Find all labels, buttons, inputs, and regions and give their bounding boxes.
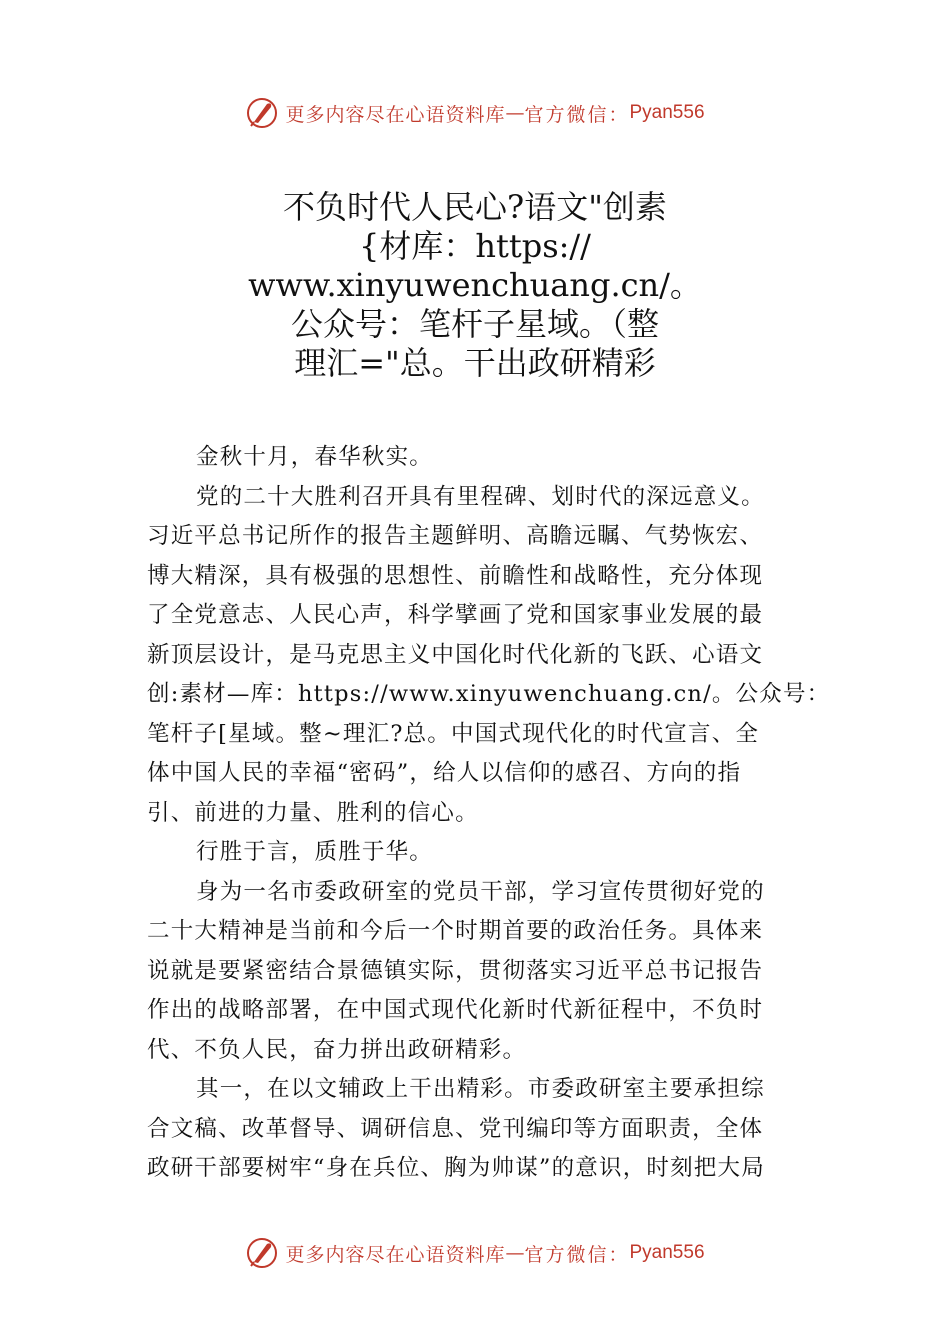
paragraph-line: 引、前进的力量、胜利的信心。 xyxy=(147,799,479,826)
paragraph xyxy=(147,478,837,834)
title-line: 不负时代人民心?语文"创素 xyxy=(283,188,667,226)
paragraph-line: 合文稿、改革督导、调研信息、党刊编印等方面职责，全体 xyxy=(147,1115,764,1142)
paragraph-line: 行胜于言，质胜于华。 xyxy=(196,839,434,865)
paragraph xyxy=(147,833,837,873)
banner-wechat-id: Pyan556 xyxy=(629,102,705,123)
banner-brand: 更多内容尽在心语资料库 xyxy=(285,1243,506,1266)
paragraph-line: 了全党意志、人民心声，科学擘画了党和国家事业发展的最 xyxy=(147,602,764,628)
document-title xyxy=(150,188,800,383)
paragraph-line: 身为一名市委政研室的党员干部，学习宣传贯彻好党的 xyxy=(196,878,765,905)
paragraph xyxy=(147,873,837,1071)
paragraph-line: 其一，在以文辅政上干出精彩。市委政研室主要承担综 xyxy=(196,1076,765,1102)
paragraph-line: 说就是要紧密结合景德镇实际，贯彻落实习近平总书记报告 xyxy=(147,957,764,984)
title-line: {材库：https:// xyxy=(359,227,591,265)
footer-banner xyxy=(0,1236,950,1270)
paragraph-line: 金秋十月，春华秋实。 xyxy=(196,444,434,470)
quill-pen-logo-icon xyxy=(245,96,279,130)
paragraph-line: 代、不负人民，奋力拼出政研精彩。 xyxy=(147,1036,527,1063)
banner-wechat-label: 官方微信： xyxy=(524,1243,630,1266)
title-line: www.xinyuwenchuang.cn/。 xyxy=(248,266,702,304)
paragraph-line: 二十大精神是当前和今后一个时期首要的政治任务。具体来 xyxy=(147,918,764,944)
banner-separator: — xyxy=(505,102,525,124)
paragraph-line: 习近平总书记所作的报告主题鲜明、高瞻远瞩、气势恢宏、 xyxy=(147,523,764,549)
title-line: 公众号：笔杆子星域。（整 xyxy=(290,305,659,343)
paragraph xyxy=(147,1070,837,1189)
paragraph-line: 作出的战略部署，在中国式现代化新时代新征程中，不负时 xyxy=(147,997,764,1023)
paragraph-line: 博大精深，具有极强的思想性、前瞻性和战略性，充分体现 xyxy=(147,562,764,589)
banner-separator: — xyxy=(505,1242,525,1264)
paragraph-line: 党的二十大胜利召开具有里程碑、划时代的深远意义。 xyxy=(196,483,765,510)
banner-brand: 更多内容尽在心语资料库 xyxy=(285,103,506,126)
paragraph xyxy=(147,438,837,478)
paragraph-line: 政研干部要树牢“身在兵位、胸为帅谋”的意识，时刻把大局 xyxy=(147,1155,765,1181)
paragraph-line: 新顶层设计，是马克思主义中国化时代化新的飞跃、心语文 xyxy=(147,641,764,668)
title-line: 理汇="总。干出政研精彩 xyxy=(294,344,656,382)
banner-wechat-label: 官方微信： xyxy=(524,103,630,126)
document-body xyxy=(147,438,837,1189)
paragraph-line: 体中国人民的幸福“密码”，给人以信仰的感召、方向的指 xyxy=(147,760,742,786)
header-banner xyxy=(0,96,950,130)
paragraph-line: 笔杆子[星域。整~理汇?总。中国式现代化的时代宣言、全 xyxy=(147,720,760,747)
banner-wechat-id: Pyan556 xyxy=(629,1242,705,1263)
paragraph-line: 创:素材—库：https://www.xinyuwenchuang.cn/。公众号： xyxy=(147,681,831,707)
quill-pen-logo-icon xyxy=(245,1236,279,1270)
